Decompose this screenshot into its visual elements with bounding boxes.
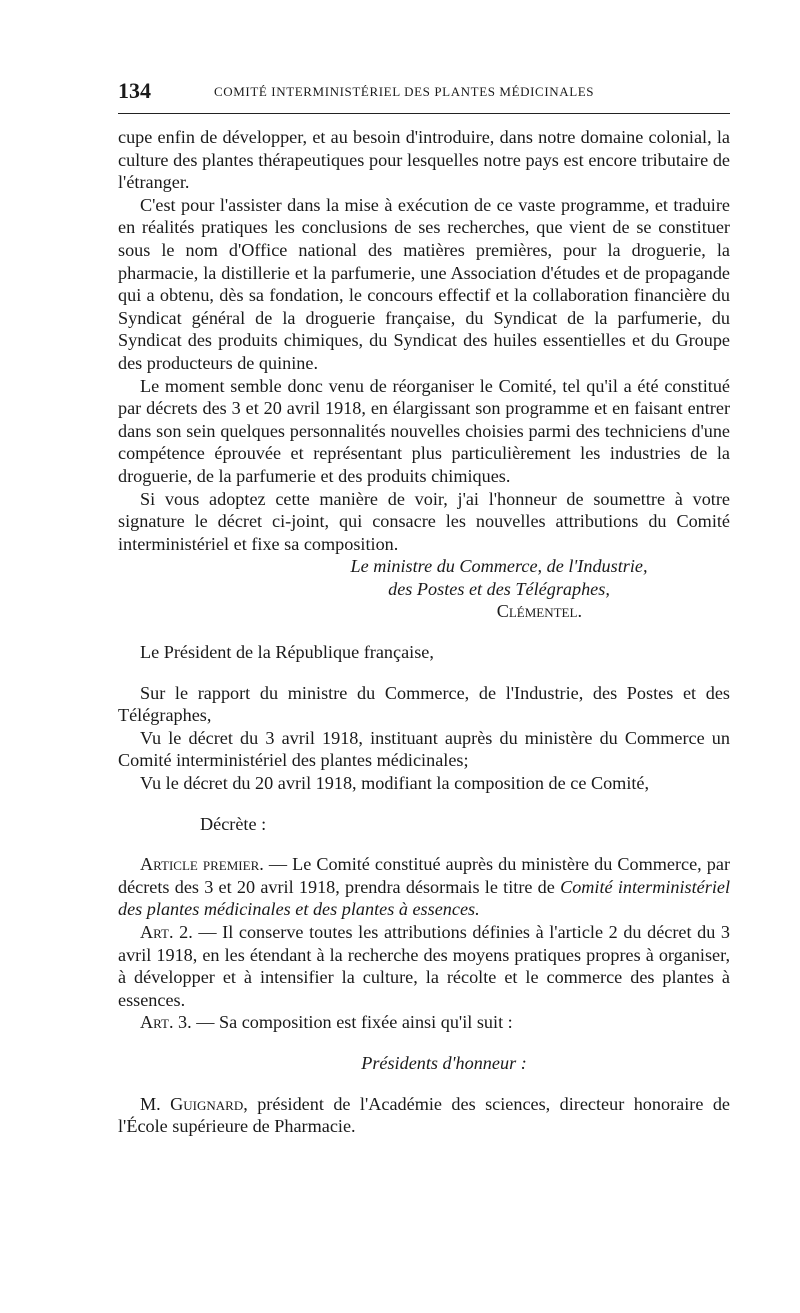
page-body (118, 126, 730, 1138)
page-number: 134 (118, 78, 151, 103)
article-3 (118, 1011, 730, 1034)
article-1-label: Article premier. (140, 854, 264, 875)
paragraph-1: cupe enfin de développer, et au besoin d'introduire, dans notre domaine colonial, la culture des plantes thérapeutiques pour lesquelles notre pays est encore tributaire de l'étranger. (118, 127, 730, 193)
paragraph-4: Si vous adoptez cette manière de voir, j'ai l'honneur de soumettre à votre signature le décret ci-joint, qui consacre les nouvelles attributions du Comité interministériel et fixe sa composition. (118, 488, 730, 554)
paragraph-2: C'est pour l'assister dans la mise à exécution de ce vaste programme, et traduire en réalités pratiques les conclusions de ses recherches, que vient de se constituer sous le nom d'Office national des matières premières, pour la droguerie, la pharmacie, la distillerie et la parfumerie, une Association d'études et de propagande qui a obtenu, dès sa fondation, le concours effectif et la collaboration financière du Syndicat général de la droguerie française, du Syndicat de la parfumerie, du Syndicat des produits chimiques, du Syndicat des huiles essentielles et du Groupe des producteurs de quinine. (118, 194, 730, 373)
decrete-heading: Décrète : (200, 813, 267, 834)
article-3-text: — Sa composition est fixée ainsi qu'il suit : (196, 1012, 513, 1033)
paragraph-6: Vu le décret du 3 avril 1918, instituant auprès du ministère du Commerce un Comité interministériel des plantes médicinales; (118, 727, 730, 771)
paragraph-3: Le moment semble donc venu de réorganiser le Comité, tel qu'il a été constitué par décrets des 3 et 20 avril 1918, en élargissant son programme et en faisant entrer dans son sein quelques personnalités nouvelles choisies parmi des techniciens d'une compétence éprouvée et représentant plus particulièrement les industries de la droguerie, de la parfumerie et des produits chimiques. (118, 375, 730, 486)
member-prefix: M. (140, 1093, 161, 1114)
article-2 (118, 921, 730, 1011)
article-2-text: — Il conserve toutes les attributions définies à l'article 2 du décret du 3 avril 1918, en les étendant à la recherche des moyens pratiques propres à organiser, à développer et à intensifier la culture, la récolte et le commerce des plantes à essences. (118, 922, 731, 1010)
article-3-label: Art. 3. (140, 1012, 192, 1033)
page-header (118, 78, 730, 104)
member-entry (118, 1093, 730, 1138)
member-name: Guignard (170, 1093, 244, 1114)
paragraph-7: Vu le décret du 20 avril 1918, modifiant la composition de ce Comité, (140, 773, 650, 794)
article-1 (118, 853, 730, 921)
article-1-text: — Le Comité constitué auprès du ministère du Commerce, par décrets des 3 et 20 avril 1918, prendra désormais le titre de (118, 854, 730, 897)
paragraph-5: Sur le rapport du ministre du Commerce, de l'Industrie, des Postes et des Télégraphes, (118, 682, 730, 726)
running-title: COMITÉ INTERMINISTÉRIEL DES PLANTES MÉDICINALES (214, 84, 595, 99)
member-text: , président de l'Académie des sciences, directeur honoraire de l'École supérieure de Pharmacie. (118, 1093, 730, 1137)
signature-name: Clémentel. (496, 601, 582, 622)
section-title: Présidents d'honneur : (361, 1052, 527, 1073)
header-rule (118, 113, 730, 114)
article-2-label: Art. 2. (140, 922, 193, 942)
signature-title-line-2: des Postes et des Télégraphes, (388, 578, 610, 599)
article-1-italic: Comité interministériel des plantes médicinales et des plantes à essences. (118, 876, 730, 920)
president-line: Le Président de la République française, (140, 642, 434, 663)
signature-title-line-1: Le ministre du Commerce, de l'Industrie, (350, 556, 648, 577)
